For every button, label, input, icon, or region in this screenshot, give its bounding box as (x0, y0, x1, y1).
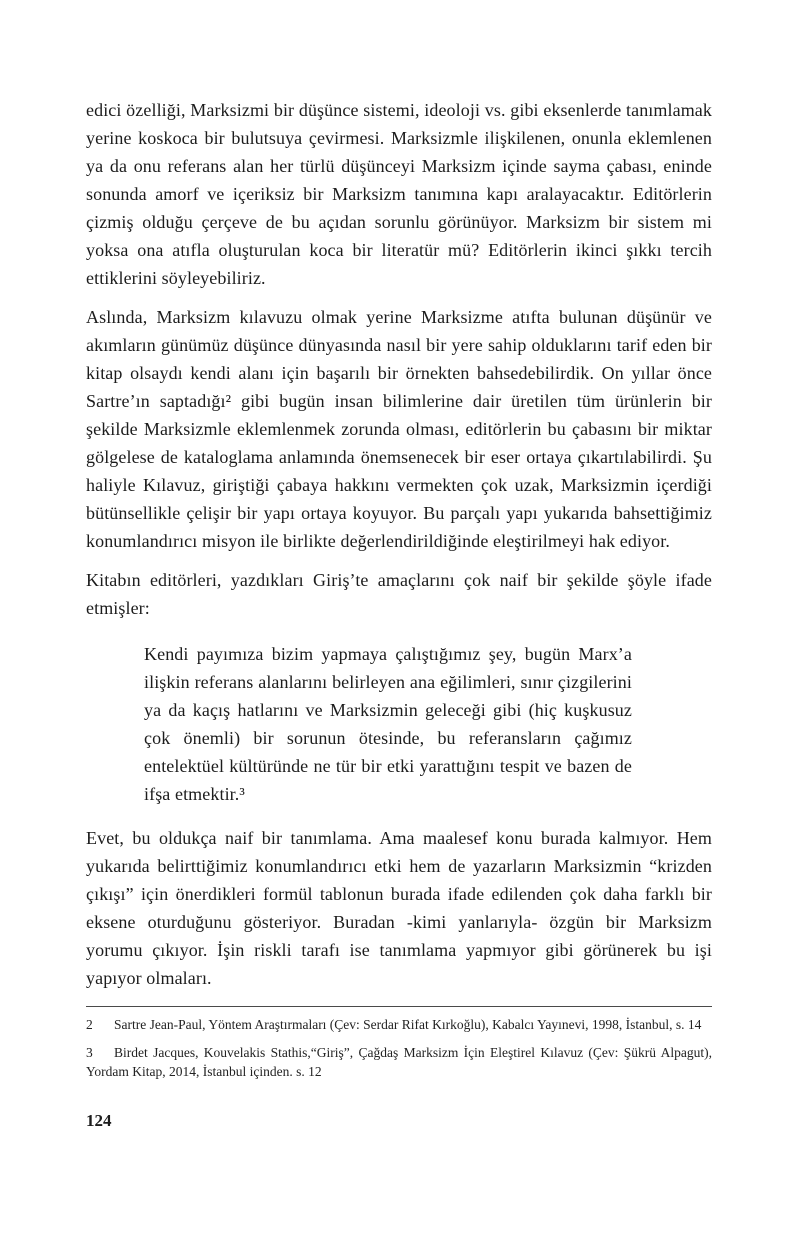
body-paragraph: Aslında, Marksizm kılavuzu olmak yerine Marksizme atıfta bulunan düşünür ve akımların günümüz düşünce dünyasında nasıl bir yere sahip olduklarını tarif eden bir kitap olsaydı kendi alanı için başarılı bir örnekten bahsedebilirdik. On yıllar önce Sartre’ın saptadığı² gibi bugün insan bilimlerine dair üretilen tüm ürünlerin bir şekilde Marksizmle eklemlenmek zorunda olması, editörlerin bu çabasını bir miktar gölgelese de kataloglama anlamında önemsenecek bir eser ortaya çıkartılabilirdi. Şu haliyle Kılavuz, giriştiği çabaya hakkını vermekten çok uzak, Marksizmin içerdiği bütünsellikle çelişir bir yapı ortaya koyuyor. Bu parçalı yapı yukarıda bahsettiğimiz konumlandırıcı misyon ile birlikte değerlendirildiğinde eleştirilmeyi hak ediyor. (86, 307, 712, 551)
footnote-section (86, 1006, 712, 1081)
body-paragraph: Kitabın editörleri, yazdıkları Giriş’te amaçlarını çok naif bir şekilde şöyle ifade etmişler: (86, 570, 712, 618)
footnote-number: 2 (86, 1017, 93, 1032)
footnote-text: Sartre Jean-Paul, Yöntem Araştırmaları (Çev: Serdar Rifat Kırkoğlu), Kabalcı Yayınevi, 1998, İstanbul, s. 14 (114, 1017, 702, 1032)
page-number: 124 (86, 1111, 112, 1130)
body-paragraph: Evet, bu oldukça naif bir tanımlama. Ama maalesef konu burada kalmıyor. Hem yukarıda belirttiğimiz konumlandırıcı etki hem de yazarların Marksizmin “krizden çıkışı” için önerdikleri formül tablonun burada ifade edilenden çok daha farklı bir eksene oturduğunu gösteriyor. Buradan -kimi yanlarıyla- özgün bir Marksizm yorumu çıkıyor. İşin riskli tarafı ise tanımlama yapmıyor gibi görünerek bu işi yapıyor olmaları. (86, 828, 712, 988)
footnote (86, 1015, 712, 1034)
page-body-text (86, 96, 712, 992)
body-paragraph: edici özelliği, Marksizmi bir düşünce sistemi, ideoloji vs. gibi eksenlerde tanımlamak yerine koskoca bir bulutsuya çevirmesi. Marksizmle ilişkilenen, onunla eklemlenen ya da onu referans alan her türlü düşünceyi Marksizm içinde sayma çabası, eninde sonunda amorf ve içeriksiz bir Marksizm tanımına kapı aralayacaktır. Editörlerin çizmiş olduğu çerçeve de bu açıdan sorunlu görünüyor. Marksizm bir sistem mi yoksa ona atıfla oluşturulan koca bir literatür mü? Editörlerin ikinci şıkkı tercih ettiklerini söyleyebiliriz. (86, 100, 712, 288)
footnote-text: Birdet Jacques, Kouvelakis Stathis,“Giriş”, Çağdaş Marksizm İçin Eleştirel Kılavuz (Çev: Şükrü Alpagut), Yordam Kitap, 2014, İstanbul içinden. s. 12 (86, 1045, 712, 1079)
block-quote: Kendi payımıza bizim yapmaya çalıştığımız şey, bugün Marx’a ilişkin referans alanlarını belirleyen ana eğilimleri, sınır çizgilerini ya da kaçış hatlarını ve Marksizmin geleceği gibi (hiç kuşkusuz çok önemli) bir sorunun ötesinde, bu referansların çağımız entelektüel kültüründe ne tür bir etki yarattığını tespit ve bazen de ifşa etmektir.³ (144, 644, 632, 804)
footnote-number: 3 (86, 1045, 93, 1060)
footnote (86, 1043, 712, 1081)
